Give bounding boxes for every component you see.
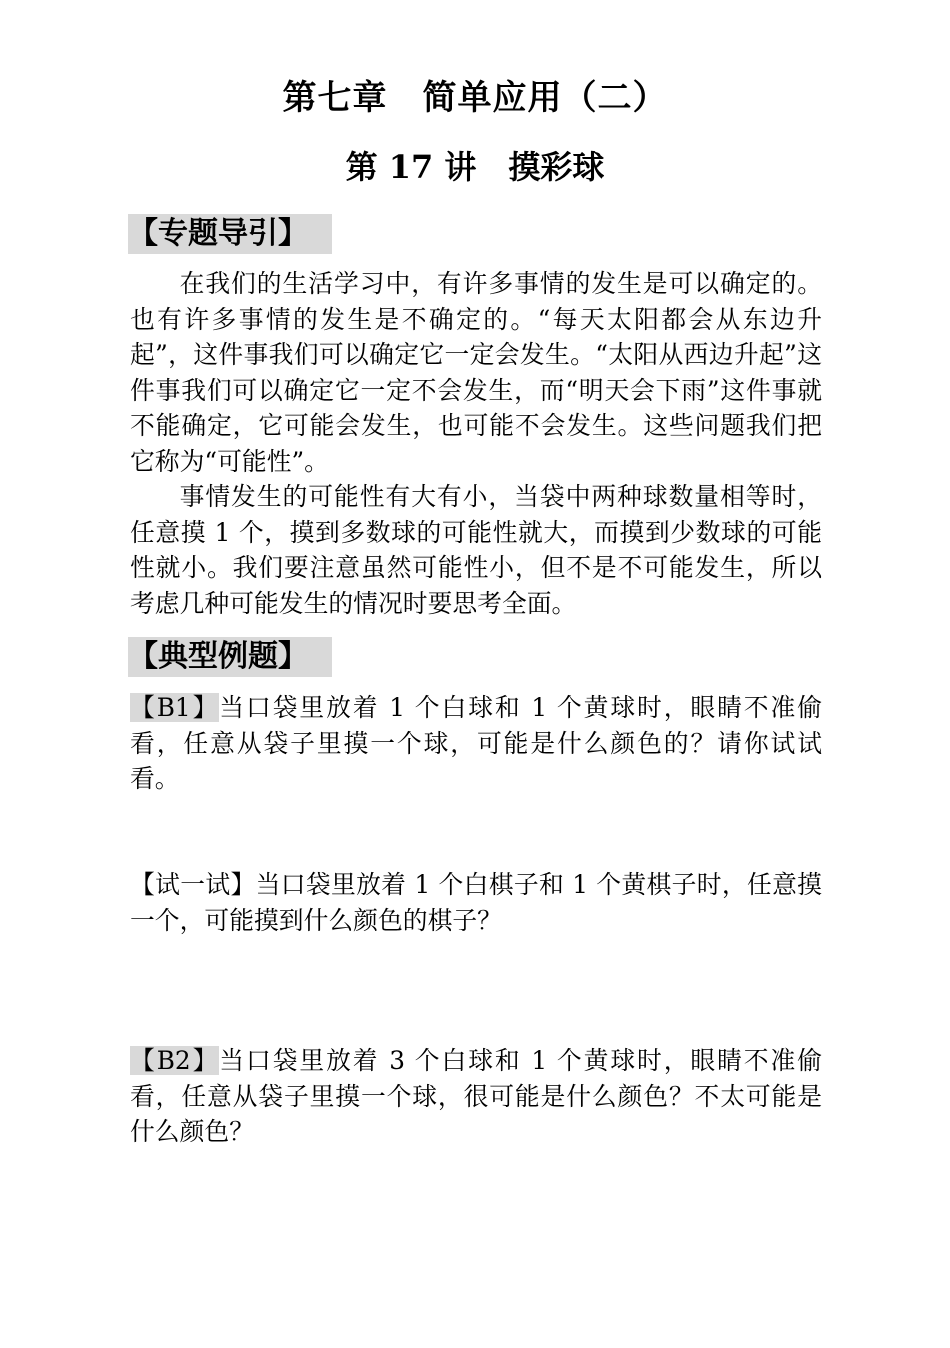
problem-try-tag: 【试一试】 bbox=[130, 870, 256, 899]
problem-b1-tag: 【B1】 bbox=[130, 693, 220, 722]
chapter-title: 第七章 简单应用（二） bbox=[282, 78, 668, 118]
problem-b2-text: 当口袋里放着 3 个白球和 1 个黄球时，眼睛不准偷看，任意从袋子里摸一个球，很可能是什么颜色？不太可能是什么颜色？ bbox=[130, 1046, 822, 1146]
lecture-title: 第 17 讲 摸彩球 bbox=[345, 148, 605, 186]
problem-try bbox=[130, 867, 822, 938]
problem-b1 bbox=[130, 690, 822, 797]
problem-b1-text: 当口袋里放着 1 个白球和 1 个黄球时，眼睛不准偷看，任意从袋子里摸一个球，可能是什么颜色的？请你试试看。 bbox=[130, 693, 822, 793]
intro-paragraph-1: 在我们的生活学习中，有许多事情的发生是可以确定的。也有许多事情的发生是不确定的。“每天太阳都会从东边升起”，这件事我们可以确定它一定会发生。“太阳从西边升起”这件事我们可以确定它一定不会发生，而“明天会下雨”这件事就不能确定，它可能会发生，也可能不会发生。这些问题我们把它称为“可能性”。 bbox=[130, 269, 822, 476]
section-heading-intro: 【专题导引】 bbox=[128, 214, 332, 254]
problem-try-text: 当口袋里放着 1 个白棋子和 1 个黄棋子时，任意摸一个，可能摸到什么颜色的棋子？ bbox=[130, 870, 822, 935]
intro-paragraph-2: 事情发生的可能性有大有小，当袋中两种球数量相等时，任意摸 1 个，摸到多数球的可能性就大，而摸到少数球的可能性就小。我们要注意虽然可能性小，但不是不可能发生，所以考虑几种可能发生的情况时要思考全面。 bbox=[130, 482, 822, 618]
problem-b2 bbox=[130, 1043, 822, 1150]
section-heading-examples: 【典型例题】 bbox=[128, 637, 332, 677]
problem-b2-tag: 【B2】 bbox=[130, 1046, 220, 1075]
